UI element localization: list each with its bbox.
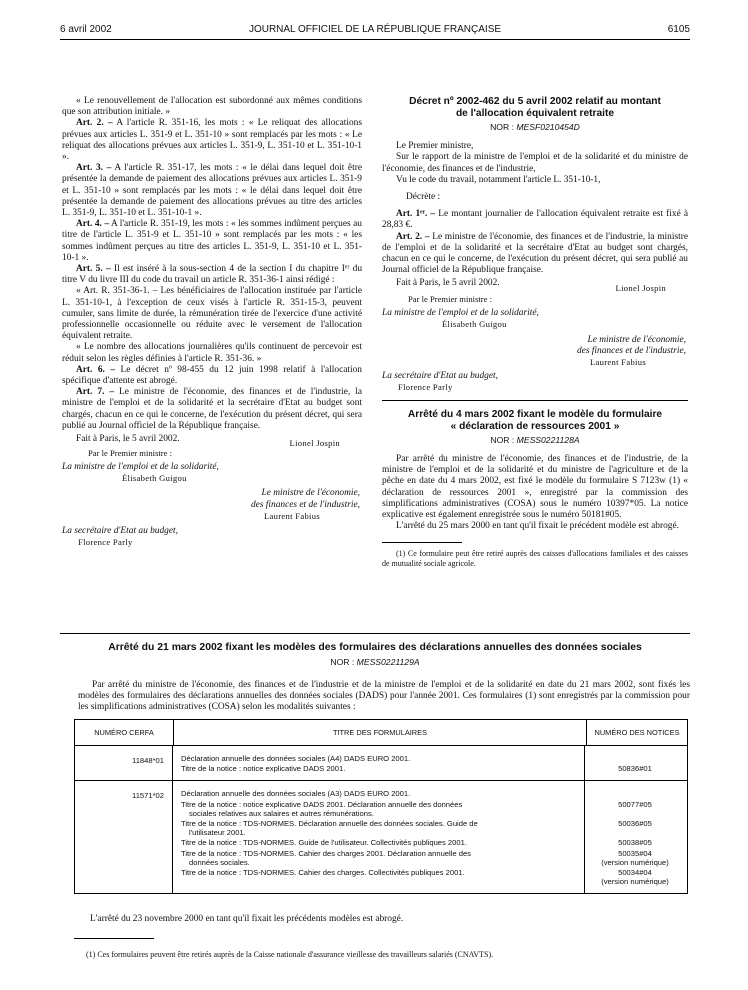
- decret-nor: NOR : MESF0210454D: [490, 122, 580, 132]
- formulaire-title: Titre de la notice : TDS-NORMES. Guide de l'utilisateur. Collectivités publiques 2001.: [181, 838, 467, 848]
- decret-signer-parly: Florence Parly: [398, 382, 453, 393]
- arrete1-title-line1: Arrêté du 4 mars 2002 fixant le modèle du formulaire: [407, 408, 663, 420]
- left-signer-fabius: Laurent Fabius: [264, 511, 320, 522]
- formulaire-title: Déclaration annuelle des données sociales (A4) DADS EURO 2001.: [181, 754, 411, 763]
- cell-cerfa: 11848*01: [75, 746, 173, 780]
- notice-number: 50035#04 (version numérique): [601, 848, 669, 867]
- notice-number: [585, 754, 685, 764]
- arrete2-body: [78, 680, 690, 714]
- arrete2-footnote: (1) Ces formulaires peuvent être retirés auprès de la Caisse nationale d'assurance vieillesse des travailleurs salariés (CNAVTS).: [86, 950, 494, 959]
- page-header: [60, 24, 690, 38]
- arrete1-title-line2: « déclaration de ressources 2001 »: [450, 420, 620, 432]
- left-par-premier-ministre: Par le Premier ministre :: [88, 448, 173, 459]
- bottom-footnote-rule: [74, 938, 154, 939]
- left-paragraph: Art. 3. – A l'article R. 351-17, les mots : « le délai dans lequel doit être présentée la demande de paiement des allocations prévues aux articles L. 351-9 et L. 351-10 » sont remplacés par les mots : « le délai dans lequel doit être présentée la demande de paiement des allocations prévues au titre des articles L. 351-9, L. 351-10 et L. 351-10-1 ».: [62, 163, 362, 219]
- header-date: 6 avril 2002: [60, 24, 112, 35]
- arrete2-paragraph: Par arrêté du ministre de l'économie, des finances et de l'industrie et de la ministre de l'emploi et de la solidarité en date du 21 mars 2002, sont fixés les modèles des formulaires des déclarations annuelles des données sociales (DADS) pour l'année 2001. Ces formulaires (1) sont enregistrés par la commission pour les simplifications administratives (COSA) selon les modalités suivantes :: [78, 680, 690, 713]
- decret-ministre-eco-1: Le ministre de l'économie,: [587, 334, 686, 345]
- cell-notices: [585, 781, 685, 893]
- decret-decrete: Décrète :: [406, 192, 441, 203]
- header-page-number: 6105: [667, 24, 690, 35]
- left-fait: Fait à Paris, le 5 avril 2002.: [76, 434, 180, 445]
- left-paragraph: Art. 2. – A l'article R. 351-16, les mots : « Le reliquat des allocations prévues aux articles L. 351-9 et L. 351-10 » sont remplacés par les mots : « Le reliquat des allocations prévues aux articles L. 351-9, L. 351-10 et L. 351-10-1 ».: [62, 118, 362, 163]
- notice-number: 50038#05: [618, 838, 652, 848]
- left-paragraph: « Art. R. 351-36-1. – Les bénéficiaires de l'allocation instituée par l'article L. 351-10-1, à l'exception de ceux visés à l'article R. 351-15-3, peuvent cumuler, sans limite de durée, la rémunération tirée de l'exercice d'une activité professionnelle occasionnelle ou réduite avec le versement de l'allocation équivalent retraite.: [62, 286, 362, 342]
- decret-signer-guigou: Élisabeth Guigou: [442, 319, 507, 330]
- table-row: [75, 746, 687, 780]
- formulaire-title: Déclaration annuelle des données sociales (A3) DADS EURO 2001.: [181, 789, 411, 799]
- left-paragraphs: [62, 96, 362, 432]
- arrete1-p2: L'arrêté du 25 mars 2000 en tant qu'il fixait le précédent modèle est abrogé.: [396, 521, 679, 532]
- header-cerfa: NUMÉRO CERFA: [75, 720, 174, 745]
- arrete2-top-rule: [60, 633, 690, 634]
- header-rule: [60, 39, 690, 40]
- arrete2-title: Arrêté du 21 mars 2002 fixant les modèles des formulaires des déclarations annuelles des données sociales: [108, 642, 642, 653]
- decret-title-line2: de l'allocation équivalent retraite: [455, 108, 615, 119]
- arrete1-footnote-rule: [382, 542, 462, 543]
- left-signer-guigou: Élisabeth Guigou: [122, 472, 187, 483]
- formulaire-title: Titre de la notice : TDS-NORMES. Cahier des charges. Collectivités publiques 2001.: [181, 867, 465, 877]
- left-paragraph: « Le renouvellement de l'allocation est subordonné aux mêmes conditions que son attribution initiale. »: [62, 96, 362, 118]
- notice-number: 50034#04 (version numérique): [601, 867, 669, 887]
- arrete1-p1: Par arrêté du ministre de l'économie, des finances et de l'industrie, de la ministre de l'emploi et de la solidarité et du ministre de l'agriculture et de la pêche en date du 4 mars 2002, est fixé le modèle du formulaire S 7123w (1) « déclaration de ressources 2001 », enregistré par la commission des simplifications administratives (COSA) sous le numéro 10397*05. La notice explicative est également enregistrée sous le numéro 50181#05.: [382, 453, 688, 520]
- decret-par-premier-ministre: Par le Premier ministre :: [408, 294, 493, 305]
- decret-signer-jospin: Lionel Jospin: [615, 283, 666, 294]
- table-body: [75, 746, 687, 893]
- formulaire-title: Titre de la notice : notice explicative DADS 2001. Déclaration annuelle des données sociales relatives aux salaires et autres rémunérations.: [181, 799, 463, 818]
- formulaire-title: Titre de la notice : TDS-NORMES. Déclaration annuelle des données sociales. Guide de l'utilisateur 2001.: [181, 818, 478, 838]
- notice-number: 50077#05: [618, 799, 652, 809]
- decret-p1: Le Premier ministre,: [396, 141, 474, 152]
- decret-p2: Sur le rapport de la ministre de l'emploi et de la solidarité et du ministre de l'économie, des finances et de l'industrie,: [382, 152, 688, 174]
- left-secretaire: La secrétaire d'Etat au budget,: [62, 525, 178, 536]
- left-paragraph: Art. 7. – Le ministre de l'économie, des finances et de l'industrie, la ministre de l'emploi et de la solidarité et la secrétaire d'Etat au budget sont chargés, chacun en ce qui le concerne, de l'exécution du présent décret, qui sera publié au Journal officiel de la République française.: [62, 387, 362, 431]
- arrete1-nor: NOR : MESS0221128A: [490, 434, 580, 445]
- decret-secretaire: La secrétaire d'Etat au budget,: [382, 370, 498, 381]
- decret-ministre-emploi: La ministre de l'emploi et de la solidarité,: [382, 307, 539, 318]
- left-paragraph: Art. 5. – Il est inséré à la sous-section 4 de la section I du chapitre Iᵉʳ du titre V du livre III du code du travail un article R. 351-36-1 ainsi rédigé :: [62, 264, 363, 286]
- decret-title-line1: Décret nº 2002-462 du 5 avril 2002 relatif au montant: [409, 96, 661, 107]
- header-journal: JOURNAL OFFICIEL DE LA RÉPUBLIQUE FRANÇAISE: [248, 24, 502, 35]
- arrete2-nor: NOR : MESS0221129A: [330, 657, 420, 667]
- header-notices: NUMÉRO DES NOTICES: [594, 728, 680, 737]
- left-paragraph: Art. 4. – A l'article R. 351-19, les mots : « les sommes indûment perçues au titre de l'article L. 351-9 et L. 351-10 » sont remplacés par les mots : « les sommes indûment perçues au titre des articles L. 351-9, L. 351-10 et L. 351-10-1 ».: [62, 219, 362, 263]
- decret-separator: [382, 400, 688, 401]
- decret-p3: Vu le code du travail, notamment l'article L. 351-10-1,: [396, 174, 601, 185]
- cell-cerfa: 11571*02: [75, 781, 173, 893]
- table-row: [75, 780, 687, 893]
- cell-titres: [173, 781, 585, 893]
- arrete2-abrogation: L'arrêté du 23 novembre 2000 en tant qu'il fixait les précédents modèles est abrogé.: [90, 914, 404, 924]
- left-column: [62, 96, 362, 548]
- left-signer-parly: Florence Parly: [78, 536, 133, 547]
- decret-fait: Fait à Paris, le 5 avril 2002.: [396, 278, 500, 289]
- right-column: [382, 96, 688, 569]
- table-header: [75, 720, 687, 746]
- notice-number: 50036#05: [618, 818, 652, 828]
- decret-signature-block: [382, 278, 688, 393]
- formulaire-title: Titre de la notice : TDS-NORMES. Cahier des charges 2001. Déclaration annuelle des données sociales.: [181, 848, 471, 867]
- decret-ministre-eco-2: des finances et de l'industrie,: [576, 346, 686, 357]
- notice-number: [585, 789, 685, 799]
- decret-art1: Art. 1ᵉʳ. – Le montant journalier de l'allocation équivalent retraite est fixé à 28,83 €.: [382, 209, 688, 231]
- left-ministre-emploi: La ministre de l'emploi et de la solidarité,: [62, 461, 219, 472]
- left-paragraph: « Le nombre des allocations journalières qu'ils continuent de percevoir est réduit selon les règles définies à l'article R. 351-36. »: [62, 342, 362, 364]
- left-paragraph: Art. 6. – Le décret nº 98-455 du 12 juin 1998 relatif à l'allocation spécifique d'attente est abrogé.: [62, 364, 362, 387]
- notice-number: 50836#01: [618, 764, 652, 774]
- cell-notices: [585, 746, 685, 780]
- left-signer-jospin: Lionel Jospin: [289, 438, 340, 449]
- header-titre: TITRE DES FORMULAIRES: [174, 720, 587, 745]
- left-signature-block: [62, 434, 362, 548]
- left-ministre-eco-2: des finances et de l'industrie,: [250, 499, 360, 510]
- formulaire-title: Titre de la notice : notice explicative DADS 2001.: [181, 764, 346, 774]
- decret-art2: Art. 2. – Le ministre de l'économie, des finances et de l'industrie, la ministre de l'emploi et de la solidarité et la secrétaire d'Etat au budget sont chargés, chacun en ce qui le concerne, de l'exécution du présent décret, qui sera publié au Journal officiel de la République française.: [382, 231, 688, 276]
- left-ministre-eco-1: Le ministre de l'économie,: [261, 488, 360, 499]
- cell-titres: [173, 746, 585, 780]
- decret-signer-fabius: Laurent Fabius: [590, 357, 646, 368]
- formulaires-table: [74, 719, 688, 894]
- arrete1-footnote: (1) Ce formulaire peut être retiré auprès des caisses d'allocations familiales et des caisses de mutualité sociale agricole.: [382, 549, 688, 569]
